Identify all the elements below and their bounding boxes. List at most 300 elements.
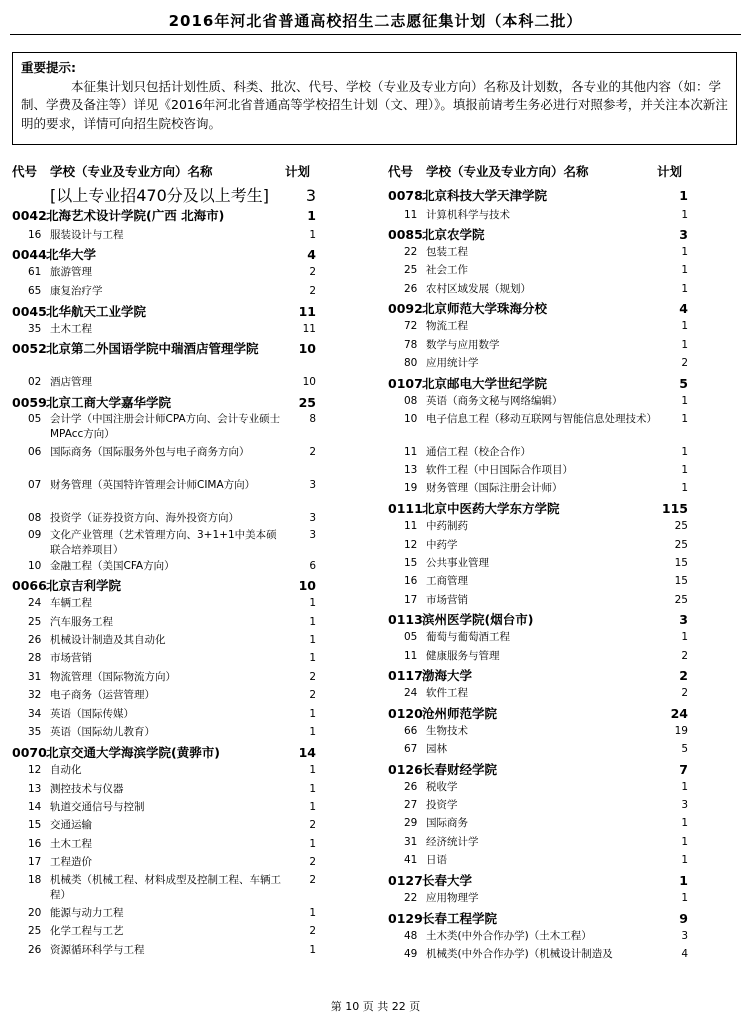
row-name: 土木类(中外合作办学)（土木工程） (426, 930, 592, 942)
row-name: 车辆工程 (50, 597, 92, 609)
major-row (12, 943, 318, 961)
school-row (12, 745, 318, 763)
row-code: 61 (28, 266, 42, 278)
row-code: 17 (404, 594, 418, 606)
major-row (388, 263, 690, 282)
major-row (12, 228, 318, 247)
row-name: 农村区域发展（规划） (426, 283, 531, 295)
row-name: 沧州师范学院 (422, 706, 498, 721)
school-row (388, 376, 690, 394)
column-header (388, 162, 690, 188)
row-plan: 1 (681, 320, 688, 332)
row-plan: 1 (681, 817, 688, 829)
row-code: 13 (404, 464, 418, 476)
row-plan: 4 (307, 247, 316, 262)
major-row (12, 707, 318, 725)
row-plan: 1 (309, 907, 316, 919)
row-plan: 25 (674, 520, 688, 532)
major-row (12, 265, 318, 284)
row-name: 交通运输 (50, 819, 92, 831)
major-row (12, 855, 318, 873)
row-plan: 2 (309, 266, 316, 278)
row-code: 08 (404, 395, 418, 407)
column-header (12, 162, 318, 188)
row-plan: 7 (679, 762, 688, 777)
major-row (12, 528, 318, 559)
row-plan: 9 (679, 911, 688, 926)
row-plan: 10 (298, 578, 316, 593)
row-plan: 1 (309, 944, 316, 956)
row-code: 0129 (388, 911, 423, 926)
school-row (388, 227, 690, 245)
row-name: 资源循环科学与工程 (50, 944, 145, 956)
row-name: 北华大学 (46, 247, 97, 262)
major-row (388, 853, 690, 873)
row-code: 0117 (388, 668, 423, 683)
major-row (12, 725, 318, 745)
major-row (12, 559, 318, 578)
major-row (388, 412, 690, 445)
row-name: 渤海大学 (422, 668, 473, 683)
row-plan: 10 (298, 341, 316, 356)
row-plan: 1 (309, 616, 316, 628)
row-plan: 25 (298, 395, 316, 410)
row-code: 0085 (388, 227, 423, 242)
row-name: 轨道交通信号与控制 (50, 801, 145, 813)
row-name: 康复治疗学 (50, 285, 103, 297)
school-row (388, 612, 690, 630)
school-row (388, 911, 690, 929)
row-code: 24 (28, 597, 42, 609)
row-plan: 2 (309, 874, 316, 886)
row-code: 26 (404, 283, 418, 295)
major-row (12, 478, 318, 511)
row-code: 14 (28, 801, 42, 813)
row-name: 机械类(中外合作办学)（机械设计制造及 (426, 948, 613, 960)
row-name: 投资学 (426, 799, 458, 811)
row-name: 通信工程（校企合作） (426, 446, 531, 458)
row-code: 12 (28, 764, 42, 776)
notice-heading: 重要提示: (21, 60, 76, 75)
school-row (388, 301, 690, 319)
row-name: 会计学（中国注册会计师CPA方向、会计专业硕士MPAcc方向） (50, 413, 281, 440)
major-row (12, 633, 318, 651)
row-plan: 3 (309, 479, 316, 491)
major-row (388, 630, 690, 649)
row-code: 29 (404, 817, 418, 829)
row-name: 市场营销 (426, 594, 468, 606)
row-plan: 2 (309, 689, 316, 701)
row-code: 20 (28, 907, 42, 919)
row-plan: 1 (681, 854, 688, 866)
row-name: 北京中医药大学东方学院 (422, 501, 560, 516)
row-name: 税收学 (426, 781, 458, 793)
row-code: 22 (404, 892, 418, 904)
row-plan: 1 (681, 209, 688, 221)
row-plan: 1 (309, 764, 316, 776)
row-plan: 2 (681, 687, 688, 699)
row-code: 32 (28, 689, 42, 701)
row-plan: 15 (674, 575, 688, 587)
row-plan: 1 (681, 836, 688, 848)
row-plan: 2 (679, 668, 688, 683)
row-name: 财务管理（国际注册会计师） (426, 482, 563, 494)
major-row (388, 394, 690, 412)
row-code: 16 (28, 838, 42, 850)
row-plan: 5 (679, 376, 688, 391)
row-name: 市场营销 (50, 652, 92, 664)
major-row (388, 319, 690, 338)
row-plan: 1 (681, 413, 688, 425)
major-row (388, 816, 690, 835)
row-code: 0107 (388, 376, 423, 391)
major-row (12, 412, 318, 445)
row-code: 25 (404, 264, 418, 276)
row-code: 10 (28, 560, 42, 572)
row-plan: 3 (679, 227, 688, 242)
row-name: 北海艺术设计学院(广西 北海市) (46, 208, 225, 223)
row-plan: 1 (681, 464, 688, 476)
row-name: 英语（商务文秘与网络编辑） (426, 395, 563, 407)
row-code: 0126 (388, 762, 423, 777)
row-plan: 15 (674, 557, 688, 569)
row-name: 电子商务（运营管理） (50, 689, 155, 701)
major-row (388, 835, 690, 853)
major-row (12, 670, 318, 688)
row-name: 北京第二外国语学院中瑞酒店管理学院 (46, 341, 259, 356)
row-name: 生物技术 (426, 725, 468, 737)
row-code: 66 (404, 725, 418, 737)
row-code: 15 (28, 819, 42, 831)
school-row (12, 247, 318, 265)
row-plan: 1 (679, 188, 688, 203)
right-rows (388, 188, 690, 965)
row-plan: 1 (309, 229, 316, 241)
school-row (12, 578, 318, 596)
row-code: 31 (28, 671, 42, 683)
row-code: 35 (28, 726, 42, 738)
row-code: 34 (28, 708, 42, 720)
note-row (12, 188, 318, 208)
major-row (388, 445, 690, 463)
row-plan: 3 (681, 930, 688, 942)
row-code: 0078 (388, 188, 423, 203)
row-code: 0066 (12, 578, 47, 593)
major-row (12, 688, 318, 707)
row-name: 工商管理 (426, 575, 468, 587)
row-plan: 1 (681, 631, 688, 643)
row-name: 英语（国际传媒） (50, 708, 134, 720)
row-name: 北华航天工业学院 (46, 304, 147, 319)
row-name: 软件工程（中日国际合作项目） (426, 464, 573, 476)
row-plan: 3 (679, 612, 688, 627)
school-row (388, 668, 690, 686)
row-code: 15 (404, 557, 418, 569)
major-row (388, 649, 690, 668)
row-code: 25 (28, 616, 42, 628)
row-code: 18 (28, 874, 42, 886)
major-row (388, 724, 690, 742)
row-code: 67 (404, 743, 418, 755)
row-code: 0052 (12, 341, 47, 356)
row-code: 0070 (12, 745, 47, 760)
row-name: 旅游管理 (50, 266, 92, 278)
row-plan: 5 (681, 743, 688, 755)
row-code: 27 (404, 799, 418, 811)
row-code: 35 (28, 323, 42, 335)
row-name: 中药学 (426, 539, 458, 551)
major-row (388, 356, 690, 376)
row-name: 长春工程学院 (422, 911, 498, 926)
major-row (388, 463, 690, 481)
row-name: 服装设计与工程 (50, 229, 124, 241)
major-row (388, 245, 690, 263)
row-name: 土木工程 (50, 323, 92, 335)
major-row (388, 338, 690, 356)
row-code: 02 (28, 376, 42, 388)
row-plan: 24 (670, 706, 688, 721)
school-row (388, 873, 690, 891)
title-divider (10, 34, 741, 35)
row-name: 滨州医学院(烟台市) (422, 612, 534, 627)
page-title: 2016年河北省普通高校招生二志愿征集计划（本科二批） (168, 12, 583, 30)
row-name: 机械类（机械工程、材料成型及控制工程、车辆工程） (50, 874, 281, 901)
header-name: 学校（专业及专业方向）名称 (426, 164, 589, 179)
row-name: 投资学（证券投资方向、海外投资方向） (50, 512, 239, 524)
school-row (12, 341, 318, 375)
row-name: 机械设计制造及其自动化 (50, 634, 166, 646)
row-code: 11 (404, 446, 418, 458)
row-code: 28 (28, 652, 42, 664)
row-plan: 3 (309, 512, 316, 524)
row-name: 包装工程 (426, 246, 468, 258)
row-name: 金融工程（美国CFA方向） (50, 560, 175, 572)
row-code: 11 (404, 520, 418, 532)
major-row (12, 763, 318, 782)
major-row (388, 282, 690, 301)
row-plan: 1 (309, 634, 316, 646)
header-code: 代号 (388, 164, 414, 179)
row-name: 北京工商大学嘉华学院 (46, 395, 172, 410)
row-name: 北京吉利学院 (46, 578, 122, 593)
major-row (388, 891, 690, 911)
school-row (12, 395, 318, 412)
row-plan: 1 (681, 446, 688, 458)
row-plan: 14 (298, 745, 316, 760)
row-code: 16 (404, 575, 418, 587)
major-row (388, 929, 690, 947)
row-code: 0111 (388, 501, 423, 516)
notice-body: 本征集计划只包括计划性质、科类、批次、代号、学校（专业及专业方向）名称及计划数，各专业的其他内容（如：学制、学费及备注等）详见《2016年河北省普通高等学校招生计划（文、理）》。填报前请考生务必进行对照参考，并关注本次新注明的要求，详情可向招生院校咨询。 (21, 78, 728, 131)
row-name: 酒店管理 (50, 376, 92, 388)
row-plan: 1 (309, 783, 316, 795)
row-code: 08 (28, 512, 42, 524)
row-plan: 1 (681, 246, 688, 258)
row-plan: 11 (298, 304, 316, 319)
major-row (388, 798, 690, 816)
row-name: 园林 (426, 743, 447, 755)
row-code: 0059 (12, 395, 47, 410)
row-name: 化学工程与工艺 (50, 925, 124, 937)
row-plan: 2 (681, 357, 688, 369)
row-plan: 10 (302, 376, 316, 388)
row-plan: 1 (681, 339, 688, 351)
row-name: 应用物理学 (426, 892, 479, 904)
row-name: 北京邮电大学世纪学院 (422, 376, 548, 391)
row-code: 0120 (388, 706, 423, 721)
row-plan: 1 (679, 873, 688, 888)
row-plan: 3 (681, 799, 688, 811)
row-code: 05 (404, 631, 418, 643)
major-row (388, 574, 690, 593)
row-code: 11 (404, 650, 418, 662)
row-code: 25 (28, 925, 42, 937)
page-footer: 第 10 页 共 22 页 (330, 1000, 421, 1013)
row-name: 北京师范大学珠海分校 (422, 301, 548, 316)
row-name: 英语（国际幼儿教育） (50, 726, 155, 738)
major-row (388, 593, 690, 612)
row-plan: 1 (309, 838, 316, 850)
row-code: 0113 (388, 612, 423, 627)
row-name: 数学与应用数学 (426, 339, 500, 351)
row-name: 国际商务 (426, 817, 468, 829)
row-plan: 1 (681, 781, 688, 793)
row-plan: 25 (674, 539, 688, 551)
row-name: 北京科技大学天津学院 (422, 188, 548, 203)
row-code: 12 (404, 539, 418, 551)
school-row (12, 208, 318, 228)
row-plan: 4 (679, 301, 688, 316)
major-row (388, 519, 690, 538)
row-name: 经济统计学 (426, 836, 479, 848)
row-code: 0092 (388, 301, 423, 316)
row-name: 长春大学 (422, 873, 473, 888)
row-plan: 1 (309, 726, 316, 738)
row-name: 财务管理（英国特许管理会计师CIMA方向） (50, 479, 256, 491)
row-name: 健康服务与管理 (426, 650, 500, 662)
row-code: 72 (404, 320, 418, 332)
school-row (388, 706, 690, 724)
row-plan: 2 (309, 285, 316, 297)
row-name: [以上专业招470分及以上考生] (50, 186, 270, 205)
major-row (388, 208, 690, 227)
school-row (388, 762, 690, 780)
row-plan: 1 (681, 283, 688, 295)
row-name: 计算机科学与技术 (426, 209, 510, 221)
major-row (12, 818, 318, 837)
left-rows (12, 188, 318, 961)
major-row (12, 596, 318, 615)
header-plan: 计划 (284, 164, 310, 179)
major-row (12, 782, 318, 800)
row-name: 应用统计学 (426, 357, 479, 369)
row-code: 0042 (12, 208, 47, 223)
row-plan: 1 (681, 395, 688, 407)
row-code: 0045 (12, 304, 47, 319)
school-row (388, 501, 690, 519)
row-name: 日语 (426, 854, 447, 866)
row-plan: 8 (309, 413, 316, 425)
row-plan: 1 (309, 708, 316, 720)
major-row (388, 780, 690, 798)
major-row (12, 837, 318, 855)
notice-box (12, 52, 737, 145)
major-row (12, 284, 318, 304)
row-plan: 11 (302, 323, 316, 335)
row-plan: 3 (309, 529, 316, 541)
row-plan: 25 (674, 594, 688, 606)
school-row (388, 188, 690, 208)
row-plan: 2 (309, 446, 316, 458)
row-code: 48 (404, 930, 418, 942)
school-row (12, 304, 318, 322)
row-plan: 1 (309, 801, 316, 813)
row-name: 物流管理（国际物流方向） (50, 671, 176, 683)
row-plan: 3 (305, 186, 316, 205)
row-name: 北京农学院 (422, 227, 485, 242)
row-plan: 2 (681, 650, 688, 662)
row-name: 汽车服务工程 (50, 616, 113, 628)
major-row (12, 322, 318, 341)
major-row (388, 538, 690, 556)
row-name: 国际商务（国际服务外包与电子商务方向） (50, 446, 250, 458)
major-row (12, 375, 318, 395)
major-row (12, 445, 318, 478)
row-name: 中药制药 (426, 520, 468, 532)
row-name: 软件工程 (426, 687, 468, 699)
major-row (12, 651, 318, 670)
row-plan: 115 (661, 501, 688, 516)
row-name: 土木工程 (50, 838, 92, 850)
major-row (388, 481, 690, 501)
row-name: 长春财经学院 (422, 762, 498, 777)
row-name: 测控技术与仪器 (50, 783, 124, 795)
row-code: 17 (28, 856, 42, 868)
row-code: 11 (404, 209, 418, 221)
row-code: 26 (28, 634, 42, 646)
header-code: 代号 (12, 164, 38, 179)
row-code: 26 (28, 944, 42, 956)
right-column (388, 162, 690, 965)
row-code: 80 (404, 357, 418, 369)
major-row (388, 742, 690, 762)
major-row (388, 947, 690, 965)
row-code: 22 (404, 246, 418, 258)
row-plan: 1 (681, 264, 688, 276)
row-code: 41 (404, 854, 418, 866)
major-row (388, 686, 690, 706)
row-code: 05 (28, 413, 42, 425)
row-code: 0044 (12, 247, 47, 262)
row-name: 文化产业管理（艺术管理方向、3+1+1中美本硕联合培养项目） (50, 529, 277, 556)
row-plan: 2 (309, 819, 316, 831)
row-plan: 1 (681, 482, 688, 494)
row-plan: 6 (309, 560, 316, 572)
major-row (12, 511, 318, 528)
row-plan: 2 (309, 856, 316, 868)
row-name: 北京交通大学海滨学院(黄骅市) (46, 745, 220, 760)
row-code: 19 (404, 482, 418, 494)
row-plan: 2 (309, 925, 316, 937)
row-code: 10 (404, 413, 418, 425)
header-plan: 计划 (656, 164, 682, 179)
row-name: 物流工程 (426, 320, 468, 332)
row-name: 公共事业管理 (426, 557, 489, 569)
row-name: 工程造价 (50, 856, 92, 868)
major-row (12, 873, 318, 906)
row-plan: 1 (309, 597, 316, 609)
row-plan: 4 (681, 948, 688, 960)
